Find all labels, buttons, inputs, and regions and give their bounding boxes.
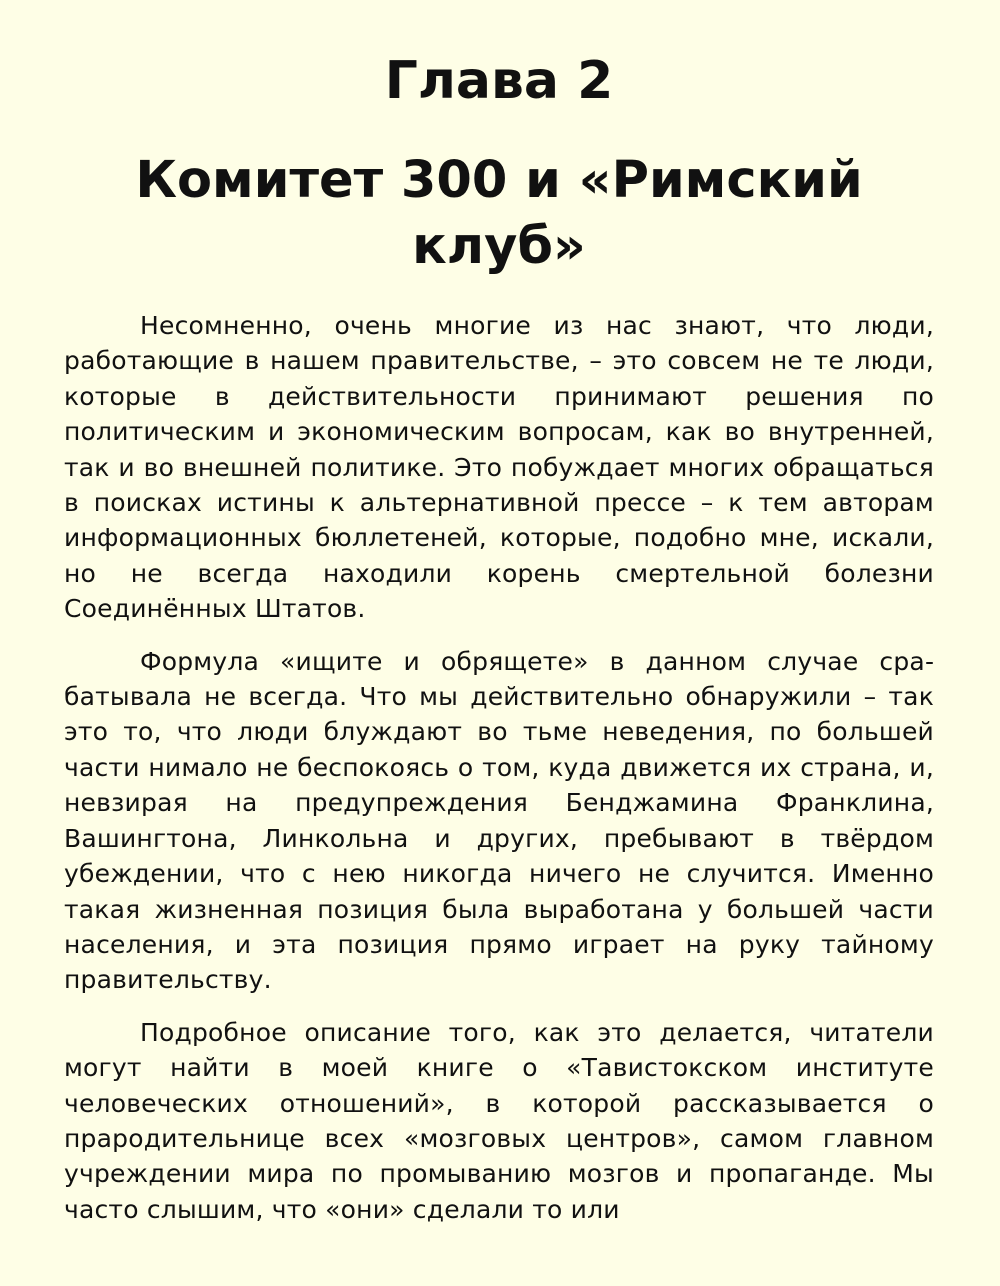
paragraph-1: Несомненно, очень многие из нас знают, что люди, работающие в нашем правительстве, – это совсем не те люди, которые в действительности принимают решения по политическим и экономическим вопросам, как во внутренней, так и во внешней политике. Это побуждает многих обращаться в поисках истины к альтернативной прессе – к тем авторам информационных бюллетеней, которые, подобно мне, искали, но не всегда находили корень смертельной болезни Соединённых Штатов.: [64, 311, 934, 624]
chapter-title-line-1: Комитет 300 и «Римский: [135, 151, 863, 210]
paragraph-2: Формула «ищите и обрящете» в данном случае срабатывала не всегда. Что мы действительно обнаружили – так это то, что люди блуждают во тьме неведения, по большей части нимало не беспокоясь о том, куда движется их страна, и, невзирая на предупреждения Бенджамина Франклина, Вашингтона, Линкольна и других, пребывают в твёрдом убеждении, что с нею никогда ничего не случится. Именно такая жизненная позиция была выработана у большей части населения, и эта позиция прямо играет на руку тайному правительству.: [64, 646, 934, 995]
body-text: [64, 308, 934, 1244]
chapter-title: [64, 148, 934, 280]
chapter-number: Глава 2: [384, 51, 614, 111]
paragraph-3: Подробное описание того, как это делается, читатели могут найти в моей книге о «Тавистокском институте человеческих отношений», в которой рассказывается о прародительнице всех «мозговых центров», самом главном учреждении мира по промыванию мозгов и пропаганде. Мы часто слышим, что «они» сделали то или: [64, 1017, 934, 1224]
chapter-title-line-2: клуб»: [412, 217, 586, 276]
book-page: [64, 0, 934, 1286]
